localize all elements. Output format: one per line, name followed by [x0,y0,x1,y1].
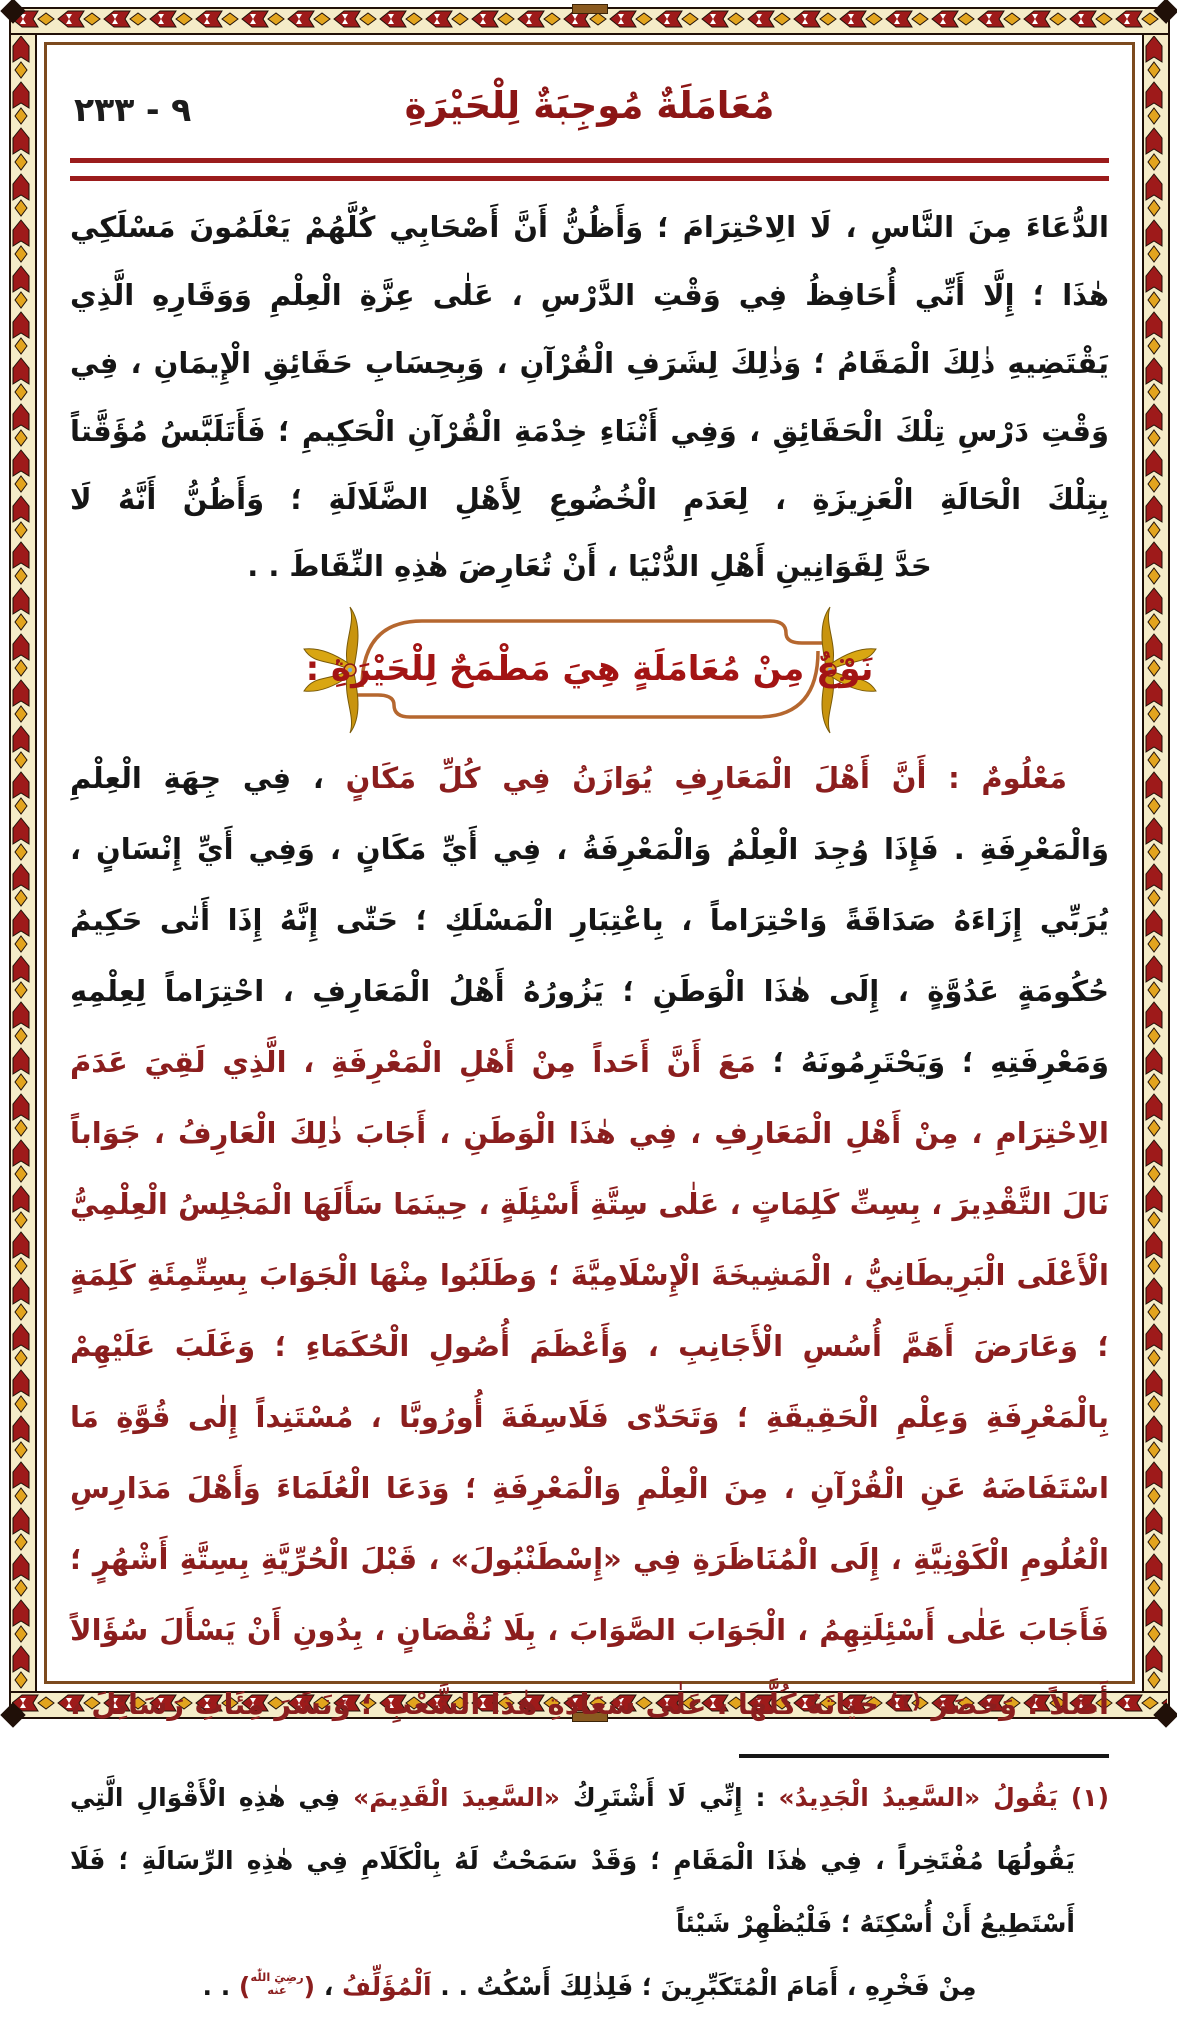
paragraph-1-lastline: حَدَّ لِقَوَانِينِ أَهْلِ الدُّنْيَا ، أَنْ تُعَارِضَ هٰذِهِ النِّقَاطَ . . [247,549,932,583]
footnote-comma: ، [315,1972,343,2001]
footnote-text [70,1766,1109,1955]
para2-black: ، فِي جِهَةِ الْعِلْمِ وَالْمَعْرِفَةِ . فَإِذَا وُجِدَ الْعِلْمُ وَالْمَعْرِفَةُ ، فِي أَيِّ مَكَانٍ ، وَفِي أَيِّ إِنْسَانٍ ، يُرَبِّي إِزَاءَهُ صَدَاقَةً وَاحْتِرَاماً ، بِاعْتِبَارِ الْمَسْلَكِ ؛ حَتّٰى إِنَّهُ إِذَا أَتٰى حَكِيمُ حُكُومَةٍ عَدُوَّةٍ ، إِلَى هٰذَا الْوَطَنِ ؛ يَزُورُهُ أَهْلُ الْمَعَارِفِ ، احْتِرَاماً لِعِلْمِهِ وَمَعْرِفَتِهِ ؛ وَيَحْتَرِمُونَهُ ؛ [70,761,1109,1079]
footnote-author: اَلْمُؤَلِّفُ [342,1972,432,2001]
seal-line1: رضِيَ اللّٰه [250,1969,304,1984]
band-connector [572,4,608,14]
header-rule [70,158,1109,181]
footnote-last-black: مِنْ فَخْرِهِ ، أَمَامَ الْمُتَكَبِّرِينَ ؛ فَلِذٰلِكَ أَسْكُتُ . . [431,1972,977,2001]
seal-close-paren: ) [238,1972,251,2001]
para2-lead-red: مَعْلُومٌ : أَنَّ أَهْلَ الْمَعَارِفِ يُوَازَنُ فِي كُلِّ مَكَانٍ [345,761,1067,795]
footnote-black-1: : إِنِّي لَا أَشْتَرِكُ [559,1783,779,1812]
seal-open-paren: ( [303,1972,316,2001]
book-page [2,0,1177,2001]
para2-red-a: مَعَ أَنَّ أَحَداً مِنْ أَهْلِ الْمَعْرِفَةِ ، الَّذِي لَقِيَ عَدَمَ الِاحْتِرَامِ ، مِنْ أَهْلِ الْمَعَارِفِ ، فِي هٰذَا الْوَطَنِ ، أَجَابَ ذٰلِكَ الْعَارِفُ ، جَوَاباً نَالَ التَّقْدِيرَ ، بِسِتِّ كَلِمَاتٍ ، عَلٰى سِتَّةِ أَسْئِلَةٍ ، حِينَمَا سَأَلَهَا الْمَجْلِسُ الْعِلْمِيُّ الْأَعْلَى الْبَرِيطَانِيُّ ، الْمَشِيخَةَ الْإِسْلَامِيَّةَ ؛ وَطَلَبُوا مِنْهَا الْجَوَابَ بِسِتِّمِئَةِ كَلِمَةٍ ؛ وَعَارَضَ أَهَمَّ أُسُسِ الْأَجَانِبِ ، وَأَعْظَمَ أُصُولِ الْحُكَمَاءِ ؛ وَغَلَبَ عَلَيْهِمْ بِالْمَعْرِفَةِ وَعِلْمِ الْحَقِيقَةِ ؛ وَتَحَدّٰى فَلَاسِفَةَ أُورُوبَّا ، مُسْتَنِداً إِلٰى قُوَّةِ مَا اسْتَفَاضَهُ عَنِ الْقُرْآنِ ، مِنَ الْعِلْمِ وَالْمَعْرِفَةِ ؛ وَدَعَا الْعُلَمَاءَ وَأَهْلَ مَدَارِسِ الْعُلُومِ الْكَوْنِيَّةِ ، إِلَى الْمُنَاظَرَةِ فِي «إِسْطَنْبُولَ» ، قَبْلَ الْحُرِّيَّةِ بِسِتَّةِ أَشْهُرٍ ؛ فَأَجَابَ عَلٰى أَسْئِلَتِهِمُ ، الْجَوَابَ الصَّوَابَ ، بِلَا نُقْصَانٍ ، بِدُونِ أَنْ يَسْأَلَ سُؤَالاً أَصْلاً ؛ وَحَصَرَ [70,1045,1109,1721]
paragraph-1: الدُّعَاءَ مِنَ النَّاسِ ، لَا الِاحْتِرَامَ ؛ وَأَظُنُّ أَنَّ أَصْحَابِي كُلَّهُمْ يَعْلَمُونَ مَسْلَكِي هٰذَا ؛ إِلَّا أَنِّي أُحَافِظُ فِي وَقْتِ الدَّرْسِ ، عَلٰى عِزَّةِ الْعِلْمِ وَوَقَارِهِ الَّذِي يَقْتَضِيهِ ذٰلِكَ الْمَقَامُ ؛ وَذٰلِكَ لِشَرَفِ الْقُرْآنِ ، وَبِحِسَابِ حَقَائِقِ الْإِيمَانِ ، فِي وَقْتِ دَرْسِ تِلْكَ الْحَقَائِقِ ، وَفِي أَثْنَاءِ خِدْمَةِ الْقُرْآنِ الْحَكِيمِ ؛ فَأَتَلَبَّسُ مُؤَقَّتاً بِتِلْكَ الْحَالَةِ الْعَزِيزَةِ ، لِعَدَمِ الْخُضُوعِ لِأَهْلِ الضَّلَالَةِ ؛ وَأَظُنُّ أَنَّهُ لَا [70,210,1109,516]
section-heading: نَوْعٌ مِنْ مُعَامَلَةٍ هِيَ مَطْمَحٌ لِلْحَيْرَةِ : [305,649,874,689]
page-content [70,62,1109,2001]
page-header [70,82,1109,142]
footnote-old-said: «السَّعِيدَ الْقَدِيمَ» [353,1783,560,1812]
footnote-marker: (١) يَقُولُ [980,1783,1109,1812]
radiyallahu-anhu-seal-icon [250,1971,303,1997]
page-number: ٩ - ٢٣٣ [74,90,192,129]
section-heading-cartouche [230,603,950,735]
para2-red-b: حَيَاتَهُ كُلَّهَا ، عَلٰى سَعَادَةِ هٰذَا الشَّعْبِ ؛ وَنَشَرَ مِئَاتِ رَسَائِلَ ، [70,1687,890,1721]
border-band-right [1143,34,1169,1692]
page-title: مُعَامَلَةٌ مُوجِبَةٌ لِلْحَيْرَةِ [404,84,775,127]
footnote-black-2: فِي هٰذِهِ الْأَقْوَالِ الَّتِي يَقُولُهَا مُفْتَخِراً ، فِي هٰذَا الْمَقَامِ ؛ وَقَدْ سَمَحْتُ لَهُ بِالْكَلَامِ فِي هٰذِهِ الرِّسَالَةِ ؛ فَلَا أَسْتَطِيعُ أَنْ أُسْكِتَهُ ؛ فَلْيُظْهِرْ شَيْئاً [70,1783,1075,1938]
footnote-separator [739,1754,1109,1758]
footnote-new-said: «السَّعِيدُ الْجَدِيدُ» [778,1783,981,1812]
paragraph-2 [70,743,1109,1740]
footnote-lastline [70,1955,1109,2018]
border-band-left [10,34,36,1692]
seal-line2: عنه [267,1983,287,1997]
footnote-marker-1-ref: (١) [889,1689,922,1713]
footnote-end-dots: . . [202,1972,239,2001]
